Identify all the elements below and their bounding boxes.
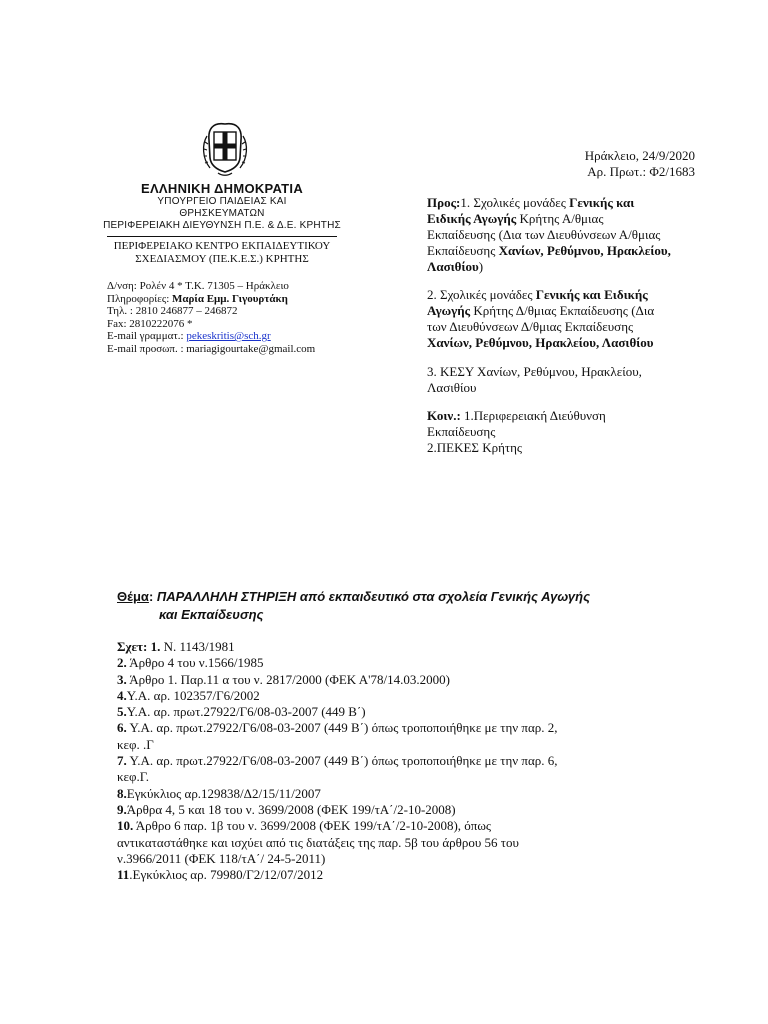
ref-number: 5. — [117, 704, 127, 720]
recipient-text: των Διευθύνσεων Δ/θμιας Εκπαίδευσης — [427, 319, 634, 334]
ref-number: 3. — [117, 671, 127, 687]
center-line: ΣΧΕΔΙΑΣΜΟΥ (ΠΕ.Κ.Ε.Σ.) ΚΡΗΤΗΣ — [135, 252, 309, 265]
protocol-number: Αρ. Πρωτ.: Φ2/1683 — [587, 164, 695, 179]
regional-center-name — [92, 240, 352, 265]
ref-text: Εγκύκλιος αρ.129838/Δ2/15/11/2007 — [126, 785, 321, 801]
ref-text: .Εγκύκλιος αρ. 79980/Γ2/12/07/2012 — [129, 867, 324, 883]
subject-text: και Εκπαίδευσης — [159, 607, 264, 622]
ref-number: 4. — [117, 687, 127, 703]
ref-text: κεφ. .Γ — [117, 736, 154, 752]
republic-title: ΕΛΛΗΝΙΚΗ ΔΗΜΟΚΡΑΤΙΑ — [140, 181, 304, 196]
info-name: Μαρία Εμμ. Γιγουρτάκη — [172, 292, 288, 305]
ministry-name — [92, 196, 352, 232]
ref-text: Υ.Α. αρ. 102357/Γ6/2002 — [126, 687, 260, 703]
recipient-text: 2. Σχολικές μονάδες — [427, 287, 536, 302]
ref-number: 8. — [117, 785, 127, 801]
recipient-2 — [427, 287, 712, 351]
date-block — [560, 148, 695, 180]
email-label: E-mail γραμματ.: — [107, 330, 187, 342]
ref-number: 7. — [117, 753, 127, 769]
ministry-line: ΠΕΡΙΦΕΡΕΙΑΚΗ ΔΙΕΥΘΥΝΣΗ Π.Ε. & Δ.Ε. ΚΡΗΤΗΣ — [103, 220, 341, 231]
header-divider — [107, 236, 337, 237]
ref-number: 9. — [117, 801, 127, 817]
info-line — [107, 293, 315, 306]
subject-label: Θέμα — [117, 589, 149, 604]
cc-label: Κοιν.: — [427, 408, 461, 423]
phone: Τηλ. : 2810 246877 – 246872 — [107, 305, 238, 317]
date: Ηράκλειο, 24/9/2020 — [584, 148, 695, 163]
recipient-bold: Ειδικής Αγωγής — [427, 211, 517, 226]
ref-number: 11 — [117, 867, 130, 883]
subject-block — [117, 588, 677, 624]
ref-text: αντικαταστάθηκε και ισχύει από τις διατάξεις της παρ. 5β του άρθρου 56 του — [117, 834, 519, 850]
recipient-bold: Χανίων, Ρεθύμνου, Ηρακλείου, Λασιθίου — [427, 335, 654, 350]
info-label: Πληροφορίες: — [107, 292, 173, 305]
email-personal: E-mail προσωπ. : mariagigourtake@gmail.com — [107, 342, 316, 355]
fax: Fax: 2810222076 * — [107, 317, 193, 330]
recipient-text: Κρήτης Α/θμιας — [516, 211, 604, 226]
to-label: Προς: — [427, 195, 461, 210]
recipient-text: 1. Σχολικές μονάδες — [460, 195, 570, 210]
recipient-bold: Γενικής και Ειδικής — [535, 287, 648, 302]
references-label: Σχετ: — [117, 639, 151, 654]
subject-colon: : — [148, 589, 157, 604]
ref-text: Άρθρα 4, 5 και 18 του ν. 3699/2008 (ΦΕΚ 199/τΑ΄/2-10-2008) — [126, 801, 456, 817]
ref-number: 6. — [117, 720, 127, 736]
cc-text: 1.Περιφερειακή Διεύθυνση — [460, 408, 606, 423]
ref-number: 2. — [117, 655, 127, 671]
ministry-line: ΥΠΟΥΡΓΕΙΟ ΠΑΙΔΕΙΑΣ ΚΑΙ — [157, 196, 287, 207]
ref-number: 1. — [150, 639, 161, 654]
ref-text: Άρθρο 1. Παρ.11 α του ν. 2817/2000 (ΦΕΚ Α'78/14.03.2000) — [126, 671, 450, 687]
subject-text: ΠΑΡΑΛΛΗΛΗ ΣΤΗΡΙΞΗ από εκπαιδευτικό στα σχολεία Γενικής Αγωγής — [156, 589, 591, 604]
recipient-text: Κρήτης Δ/θμιας Εκπαίδευσης (Δια — [470, 303, 655, 318]
ref-text: Υ.Α. αρ. πρωτ.27922/Γ6/08-03-2007 (449 Β΄) όπως τροποποιήθηκε με την παρ. 2, — [126, 720, 558, 736]
recipient-bold: Αγωγής — [427, 303, 471, 318]
greek-coat-of-arms-icon — [198, 118, 252, 178]
address: Δ/νση: Ρολέν 4 * Τ.Κ. 71305 – Ηράκλειο — [107, 280, 289, 292]
ref-text: Άρθρο 4 του ν.1566/1985 — [126, 655, 264, 671]
recipient-text: Εκπαίδευσης — [427, 243, 499, 258]
ref-text: κεφ.Γ. — [117, 769, 149, 785]
recipient-bold: Χανίων, Ρεθύμνου, Ηρακλείου, — [498, 243, 671, 258]
ref-text: ν.3966/2011 (ΦΕΚ 118/τΑ΄/ 24-5-2011) — [117, 850, 326, 866]
cc-block — [427, 408, 712, 456]
references-list — [117, 639, 677, 883]
recipient-1 — [427, 195, 712, 275]
email-secretariat-link[interactable]: pekeskritis@sch.gr — [186, 330, 271, 342]
recipient-text: 3. ΚΕΣΥ Χανίων, Ρεθύμνου, Ηρακλείου, — [427, 364, 642, 379]
recipient-text: Εκπαίδευσης (Δια των Διευθύνσεων Α/θμιας — [427, 227, 661, 242]
center-line: ΠΕΡΙΦΕΡΕΙΑΚΟ ΚΕΝΤΡΟ ΕΚΠΑΙΔΕΥΤΙΚΟΥ — [113, 240, 331, 252]
recipient-text: Λασιθίου — [427, 380, 477, 395]
email-secretariat-line — [107, 330, 315, 343]
ref-number: 10. — [117, 818, 134, 834]
recipient-bold: Λασιθίου — [427, 259, 479, 274]
cc-text: 2.ΠΕΚΕΣ Κρήτης — [427, 440, 523, 455]
ministry-line: ΘΡΗΣΚΕΥΜΑΤΩΝ — [179, 208, 265, 219]
ref-text: Ν. 1143/1981 — [160, 639, 235, 654]
ref-text: Υ.Α. αρ. πρωτ.27922/Γ6/08-03-2007 (449 Β΄) όπως τροποποιήθηκε με την παρ. 6, — [126, 753, 558, 769]
cc-text: Εκπαίδευσης — [427, 424, 496, 439]
ref-text: Άρθρο 6 παρ. 1β του ν. 3699/2008 (ΦΕΚ 199/τΑ΄/2-10-2008), όπως — [133, 818, 492, 834]
contact-block — [107, 280, 315, 355]
recipient-3 — [427, 364, 712, 396]
recipient-text: ) — [478, 259, 484, 274]
ref-text: Υ.Α. αρ. πρωτ.27922/Γ6/08-03-2007 (449 Β΄) — [126, 704, 366, 720]
recipient-bold: Γενικής και — [569, 195, 635, 210]
